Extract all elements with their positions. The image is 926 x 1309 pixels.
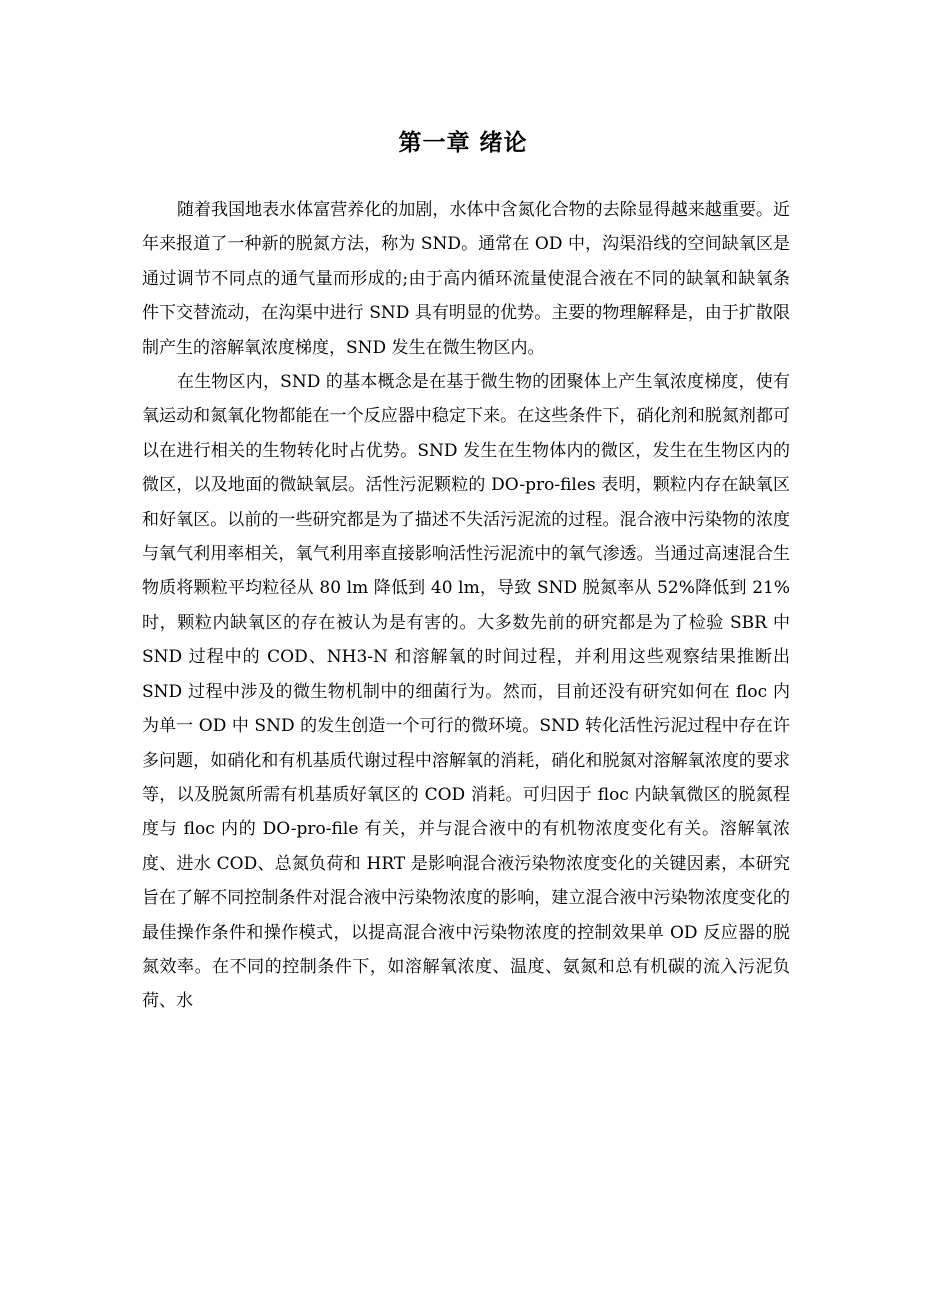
chapter-title: 第一章 绪论 [398, 130, 528, 156]
paragraph-2: 在生物区内，SND 的基本概念是在基于微生物的团聚体上产生氧浓度梯度，使有氧运动和氮氧化物都能在一个反应器中稳定下来。在这些条件下，硝化剂和脱氮剂都可以在进行相关的生物转化时占优势。SND 发生在生物体内的微区，发生在生物区内的微区，以及地面的微缺氧层。活性污泥颗粒的 DO-pro-files 表明，颗粒内存在缺氧区和好氧区。以前的一些研究都是为了描述不失活污泥流的过程。混合液中污染物的浓度与氧气利用率相关，氧气利用率直接影响活性污泥流中的氧气渗透。当通过高速混合生物质将颗粒平均粒径从 80 lm 降低到 40 lm，导致 SND 脱氮率从 52%降低到 21%时，颗粒内缺氧区的存在被认为是有害的。大多数先前的研究都是为了检验 SBR 中 SND 过程中的 COD、NH3-N 和溶解氧的时间过程，并利用这些观察结果推断出 SND 过程中涉及的微生物机制中的细菌行为。然而，目前还没有研究如何在 floc 内为单一 OD 中 SND 的发生创造一个可行的微环境。SND 转化活性污泥过程中存在许多问题，如硝化和有机基质代谢过程中溶解氧的消耗，硝化和脱氮对溶解氧浓度的要求等，以及脱氮所需有机基质好氧区的 COD 消耗。可归因于 floc 内缺氧微区的脱氮程度与 floc 内的 DO-pro-file 有关，并与混合液中的有机物浓度变化有关。溶解氧浓度、进水 COD、总氮负荷和 HRT 是影响混合液污染物浓度变化的关键因素，本研究旨在了解不同控制条件对混合液中污染物浓度的影响，建立混合液中污染物浓度变化的最佳操作条件和操作模式，以提高混合液中污染物浓度的控制效果单 OD 反应器的脱氮效率。在不同的控制条件下，如溶解氧浓度、温度、氨氮和总有机碳的流入污泥负荷、水 [142, 372, 790, 1012]
paragraph-1: 随着我国地表水体富营养化的加剧，水体中含氮化合物的去除显得越来越重要。近年来报道了一种新的脱氮方法，称为 SND。通常在 OD 中，沟渠沿线的空间缺氧区是通过调节不同点的通气量而形成的;由于高内循环流量使混合液在不同的缺氧和缺氧条件下交替流动，在沟渠中进行 SND 具有明显的优势。主要的物理解释是，由于扩散限制产生的溶解氧浓度梯度，SND 发生在微生物区内。 [142, 200, 790, 358]
body-text [142, 193, 790, 1019]
